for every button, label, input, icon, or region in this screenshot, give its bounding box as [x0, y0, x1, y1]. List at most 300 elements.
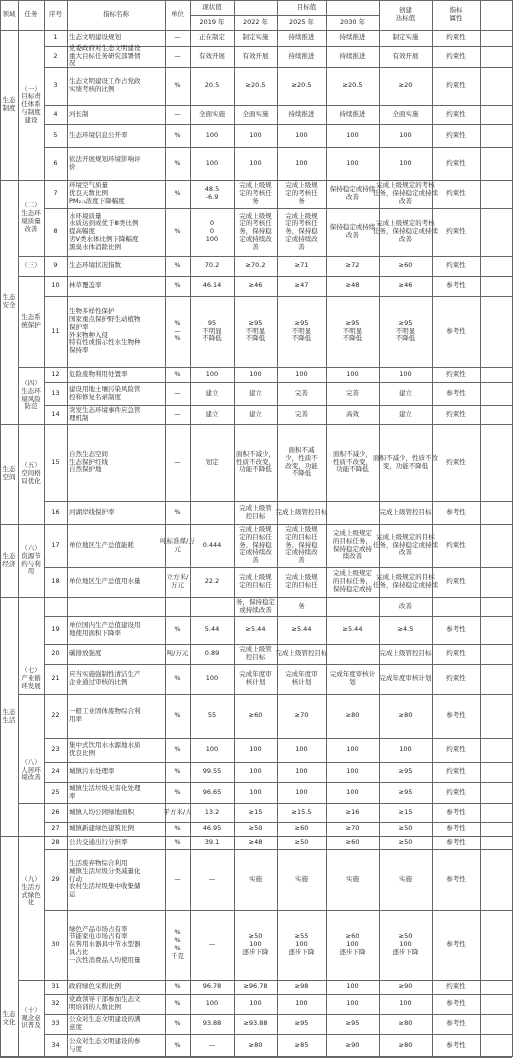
domain-cell: 生态 安全 [2, 293, 16, 309]
header-y2022: 2022 年 [242, 17, 269, 26]
row-standard: 改善 [399, 601, 412, 610]
row-standard: ≥15 [398, 807, 413, 816]
row-indicator: 单位国内生产总值建设用 地使用面积下降率 [69, 621, 141, 637]
row-no: 26 [51, 807, 60, 816]
row-attribute: 约束性 [446, 982, 466, 991]
row-target-2030: 持续推进 [339, 33, 366, 42]
task-cell: （七） 产业循 环发展 [21, 666, 41, 690]
row-target-2022: 有效开展 [242, 51, 269, 60]
row-attribute: 参考性 [446, 625, 466, 634]
row-indicator: 政府绿色采购比例 [69, 982, 121, 991]
row-target-2025: 100 [295, 999, 308, 1008]
row-standard: 完成上级规定的目标 任务，保持稳定或持续 [373, 573, 438, 589]
row-target-2025: 100 [295, 787, 308, 796]
row-standard: 完成年度审核计划 [379, 674, 432, 683]
row-indicator: 危险废物利用处置率 [69, 369, 128, 378]
row-standard: 有效开展 [392, 51, 419, 60]
row-no: 20 [51, 649, 60, 658]
row-attribute: 约束性 [446, 767, 466, 776]
row-target-2025: 完善 [295, 388, 308, 397]
row-attribute: 约束性 [446, 540, 466, 549]
row-unit: % [174, 158, 181, 167]
row-no: 31 [51, 982, 60, 991]
row-standard: ≥80 [398, 1019, 413, 1028]
row-target-2025: ≥20.5 [291, 81, 312, 90]
row-no: 19 [51, 625, 60, 634]
row-attribute: 约束性 [446, 189, 466, 198]
row-current: 0 0 100 [205, 219, 219, 243]
row-attribute: 约束性 [446, 577, 466, 586]
header-y2030: 2030 年 [339, 17, 366, 26]
row-attribute: 约束性 [446, 130, 466, 139]
row-unit: 平方米/人 [163, 807, 192, 816]
row-target-2030: 100 [346, 369, 359, 378]
row-divider [18, 694, 44, 695]
column-divider [480, 0, 481, 1057]
row-indicator: 突发生态环境事件应急管 理机制 [69, 405, 141, 422]
row-target-2022: 建立 [249, 409, 262, 418]
row-target-2030: 100 [346, 767, 359, 776]
header-task: 任务 [24, 10, 38, 19]
domain-cell: 生态 空间 [2, 465, 16, 481]
row-target-2025: 完善 [295, 409, 308, 418]
row-target-2025: 完成上级管控目标 [275, 649, 328, 658]
row-target-2022: ≥48 [248, 837, 263, 846]
row-attribute: 参考性 [446, 824, 466, 833]
row-target-2022: ≥50 100 逐步下降 [242, 932, 269, 956]
row-attribute: 约束性 [446, 227, 466, 236]
row-target-2022: 完成上级管 控目标 [239, 645, 272, 661]
row-standard: 建立 [399, 409, 412, 418]
row-current [190, 597, 234, 616]
row-unit: % [174, 227, 181, 236]
row-no: 25 [51, 787, 60, 796]
row-target-2025: ≥95 [294, 1019, 309, 1028]
row-no: 14 [51, 409, 60, 418]
row-target-2030: 完成上级规定 的目标任务， 保持稳定或持 [333, 569, 372, 593]
row-indicator: 一般工业固体废物综合利 用率 [69, 707, 141, 723]
row-target-2022: ≥95 不明显 不降低 [245, 318, 266, 343]
row-target-2022: 100 [249, 787, 262, 796]
row-current: 正在制定 [199, 33, 225, 42]
column-divider [326, 0, 327, 1057]
row-target-2030: ≥95 [345, 1019, 360, 1028]
row-no: 13 [51, 388, 60, 397]
row-target-2022: 全面实施 [242, 109, 269, 118]
row-unit: % [174, 824, 181, 833]
row-no: 24 [51, 767, 60, 776]
row-target-2025: 100 [295, 767, 308, 776]
row-target-2022: ≥5.44 [245, 625, 266, 634]
row-current: 96.78 [202, 982, 222, 991]
header-current: 现状值 [202, 2, 222, 11]
row-divider [18, 597, 44, 598]
row-unit: % [174, 674, 181, 683]
row-standard: 建立 [399, 388, 412, 397]
row-attribute: 约束性 [446, 457, 466, 466]
row-target-2022: ≥46 [248, 281, 263, 290]
row-indicator: 生态环境信息公开率 [69, 130, 128, 139]
column-divider [0, 0, 1, 1057]
row-current: 99.55 [202, 767, 222, 776]
row-unit: % [174, 130, 181, 139]
row-indicator: 城镇新建绿色建筑比例 [69, 824, 134, 833]
row-attribute: 约束性 [446, 261, 466, 270]
row-no: 32 [51, 999, 60, 1008]
row-target-2025: ≥15.5 [291, 807, 312, 816]
row-divider [0, 1056, 512, 1057]
row-indicator: 集中式饮用水水源地水质 优良比例 [69, 741, 141, 757]
row-standard: 完成上级规定的目标 任务，保持稳定或持续 改善 [373, 532, 438, 557]
task-cell: （十） 观念意 识普及 [21, 1005, 41, 1030]
task-cell: （八） 人居环 境改善 [21, 757, 41, 782]
row-standard: ≥95 [398, 767, 413, 776]
row-unit: — [174, 457, 181, 466]
row-unit: 吨标准煤/万 元 [160, 536, 195, 553]
row-attribute: 参考性 [446, 1040, 466, 1049]
row-current: 93.88 [202, 1019, 222, 1028]
row-standard: 100 [399, 130, 412, 139]
row-target-2025: 持续推进 [288, 51, 315, 60]
row-current: 46.95 [202, 824, 222, 833]
row-no: 15 [51, 457, 60, 466]
domain-cell: 生态 文化 [2, 1009, 16, 1026]
row-target-2025: 100 [295, 745, 308, 754]
row-unit: — [174, 388, 181, 397]
row-unit: % [174, 369, 181, 378]
row-attribute: 约束性 [446, 649, 466, 658]
header-no: 序号 [49, 10, 62, 19]
row-target-2022: 建立 [249, 388, 262, 397]
row-target-2025: 100 [295, 369, 308, 378]
column-divider [277, 0, 278, 1057]
row-target-2025: 完成年度审 核计划 [285, 670, 318, 686]
row-current: 有效开展 [199, 51, 225, 60]
row-current: 100 [205, 130, 219, 139]
row-target-2030: 100 [346, 999, 359, 1008]
row-no: 29 [51, 874, 60, 883]
row-target-2025: 完成上级规 定的考核任 务 [285, 181, 318, 205]
row-target-2030: 100 [346, 745, 359, 754]
row-target-2022: 完成上级规 定的考核任 务，保持稳 定或持续改 善 [239, 211, 272, 251]
row-target-2022: ≥50 [248, 824, 263, 833]
row-current: — [208, 1040, 216, 1049]
row-attribute: 参考性 [446, 940, 466, 949]
row-current: 70.2 [204, 261, 220, 270]
row-indicator: 生态文明建设工作占党政 实绩考核的比例 [69, 77, 141, 93]
column-divider [44, 0, 45, 1057]
row-current: 95 不明显 不降低 [202, 318, 222, 343]
row-target-2030: 高效 [346, 409, 359, 418]
row-indicator: 公众对生态文明建设的参 与度 [69, 1036, 141, 1053]
row-standard: 完成上级规定的考核 任务，保持稳定或持续 改善 [373, 181, 438, 205]
row-standard: ≥4.5 [397, 625, 414, 634]
row-target-2022: 实施 [249, 874, 262, 883]
header-indicator: 指标名称 [103, 10, 129, 19]
row-target-2025: 完成上级规 定的目标任 [285, 573, 318, 589]
row-current: 100 [205, 999, 219, 1008]
task-cell: （九） 生活方 式绿色 化 [21, 874, 41, 907]
row-standard: 制定实施 [392, 33, 419, 42]
row-attribute: 约束性 [446, 33, 466, 42]
row-attribute [432, 597, 480, 616]
row-target-2030: 完成年度审核计 划 [329, 670, 376, 686]
row-attribute: 约束性 [446, 369, 466, 378]
row-divider [0, 0, 512, 1]
row-current: 5.44 [204, 625, 220, 634]
row-divider [0, 30, 512, 31]
row-unit: % [174, 982, 181, 991]
row-current: 96.65 [202, 787, 222, 796]
row-target-2030: ≥5.44 [342, 625, 363, 634]
row-indicator: 应当实施强制性清洁生产 企业通过审核的比例 [69, 670, 141, 686]
row-indicator [67, 597, 165, 616]
row-target-2025: ≥98 [294, 982, 309, 991]
column-divider [67, 0, 68, 1057]
task-cell: 生态系 统保护 [21, 312, 41, 329]
row-target-2030: 保持稳定或持续 改善 [329, 185, 376, 201]
row-standard: 100 [399, 999, 412, 1008]
row-current: 100 [205, 158, 219, 167]
row-attribute: 参考性 [446, 711, 466, 720]
row-unit: % [174, 281, 181, 290]
row-target-2022: 制定实施 [242, 33, 269, 42]
row-indicator: 党委政府对生态文明建设 重大目标任务研究部署情 况 [69, 43, 141, 68]
row-target-2022: ≥96.78 [243, 982, 268, 991]
row-target-2022: 完成年度审 核计划 [239, 670, 272, 686]
domain-cell: 生态 制度 [2, 96, 16, 112]
row-indicator: 单位地区生产总值能耗 [69, 540, 134, 549]
row-current: 0.89 [204, 649, 220, 658]
row-target-2030: ≥60 100 逐步下降 [339, 932, 366, 956]
task-cell: （五） 空间格 局优化 [21, 461, 41, 485]
row-no: 23 [51, 745, 60, 754]
domain-cell: 生态 生活 [2, 707, 16, 724]
row-no: 12 [51, 369, 60, 378]
row-unit: % [174, 189, 181, 198]
row-unit: — [174, 33, 181, 42]
header-unit: 单位 [171, 10, 184, 19]
row-target-2025: 实施 [295, 874, 308, 883]
row-no: 28 [51, 837, 60, 846]
row-target-2030: 100 [346, 787, 359, 796]
row-target-2022: ≥15 [248, 807, 263, 816]
task-cell: （一） 目标责 任体系 与制度 建设 [21, 84, 41, 124]
row-no: 30 [51, 940, 60, 949]
row-no: 9 [53, 261, 58, 270]
row-indicator: 河长制 [69, 109, 89, 118]
row-target-2025: 100 [295, 130, 308, 139]
row-target-2030: ≥80 [345, 711, 360, 720]
row-target-2025: 完成上级规 定的考核任 务，保持稳 定或持续改 善 [285, 211, 318, 251]
row-target-2030 [326, 644, 379, 664]
row-unit: — [174, 109, 181, 118]
row-current: 22.2 [204, 577, 220, 586]
row-no: 2 [53, 51, 58, 60]
row-indicator: 党政领导干部参加生态文 明培训的人数比例 [69, 995, 141, 1011]
row-unit: 立方米/ 万元 [166, 573, 189, 589]
row-target-2030: 完善 [346, 388, 359, 397]
header-target: 目标值 [296, 2, 317, 11]
row-unit: 吨/万元 [166, 649, 189, 658]
row-target-2022: ≥93.88 [243, 1019, 268, 1028]
row-target-2022: 100 [249, 745, 262, 754]
row-unit: — [174, 51, 181, 60]
row-attribute: 参考性 [446, 388, 466, 397]
row-target-2030: ≥16 [345, 807, 360, 816]
row-standard: 100 [399, 158, 412, 167]
row-attribute: 约束性 [446, 674, 466, 683]
row-unit: % [174, 711, 181, 720]
row-attribute: 参考性 [446, 999, 466, 1008]
row-target-2022: 完成上级规 定的目标任 [239, 573, 272, 589]
row-current: — [208, 940, 216, 949]
row-no: 16 [51, 507, 60, 516]
row-no: 22 [51, 711, 60, 720]
row-target-2025: ≥47 [294, 281, 309, 290]
row-target-2022: ≥80 [248, 1040, 263, 1049]
row-no: 34 [51, 1040, 60, 1049]
row-no: 6 [53, 158, 58, 167]
row-attribute: 约束性 [446, 158, 466, 167]
row-attribute: 参考性 [446, 807, 466, 816]
row-attribute: 参考性 [446, 507, 466, 516]
row-target-2030: 100 [346, 982, 359, 991]
row-standard: ≥50 [398, 837, 413, 846]
row-target-2030: ≥95 不明显 不降低 [342, 318, 363, 343]
row-target-2030: 保持稳定或持续 改善 [329, 223, 376, 239]
row-target-2025: ≥55 100 逐步下降 [288, 932, 315, 956]
row-target-2030: ≥60 [345, 837, 360, 846]
row-indicator: 城镇人均公园绿地面积 [69, 807, 134, 816]
row-no [44, 597, 67, 616]
row-no: 18 [51, 577, 60, 586]
row-target-2022: 完成上级规 定的目标任 务，保持稳 定或持续改 善 [239, 525, 272, 565]
row-no: 7 [53, 189, 58, 198]
task-cell: （二） 生态环 境质量 改善 [21, 201, 41, 233]
row-standard: ≥20 [398, 81, 413, 90]
row-indicator: 绿色产品市场占有率 节能家电市场占有率 在售用水器具中节水型器 具占比 一次性消费品人均使用量 [69, 924, 141, 964]
row-unit: % [174, 745, 181, 754]
row-target-2030: 持续推进 [339, 109, 366, 118]
row-target-2030: ≥48 [345, 281, 360, 290]
row-indicator: 建设用地土壤污染风险管 控和修复名录制度 [69, 384, 141, 401]
row-target-2030: 实施 [346, 874, 359, 883]
row-indicator: 生态环境状况指数 [69, 261, 121, 270]
row-current: 划定 [205, 457, 219, 466]
row-indicator: 城镇生活垃圾无害化处理 率 [69, 783, 141, 800]
row-current: 100 [205, 745, 219, 754]
row-target-2022: 100 [249, 158, 262, 167]
row-attribute: 约束性 [446, 787, 466, 796]
row-indicator: 林草覆盖率 [69, 281, 102, 290]
row-indicator: 生态文明建设规划 [69, 33, 121, 42]
row-target-2022: ≥70.2 [245, 261, 266, 270]
row-target-2022: 面积不减少， 性质不改变， 功能不降低 [236, 449, 275, 474]
row-target-2022: 务，保持稳定 或持续改善 [236, 597, 275, 614]
row-standard: ≥95 不明显 不降低 [395, 318, 416, 343]
row-standard: ≥50 100 逐步下降 [392, 932, 419, 956]
row-target-2025: 持续推进 [288, 33, 315, 42]
header-attribute: 指标 属性 [449, 6, 463, 22]
row-unit [165, 597, 190, 616]
row-target-2022: 完成上级规 定的考核任 务 [239, 181, 272, 205]
row-standard: 完成上级管控目标 [379, 507, 432, 516]
row-target-2025: 面积不减 少，性质不 改变，功能 不降低 [285, 445, 318, 478]
row-target-2025: 完成上级管控目标 [275, 507, 328, 516]
task-cell: （四） 生态环 境风险 防范 [21, 378, 41, 411]
row-current: 100 [205, 674, 219, 683]
row-no: 1 [53, 33, 58, 42]
domain-cell: 生态 经济 [2, 551, 16, 568]
row-indicator: 环境空气质量 优良天数比例 PM₂.₅浓度下降幅度 [69, 181, 125, 205]
row-indicator: 河湖岸线保护率 [69, 507, 115, 516]
row-unit: — [174, 409, 181, 418]
row-unit: % % % 千克 [171, 928, 184, 960]
row-unit: — [174, 874, 181, 883]
header-y2025: 2025 年 [288, 17, 315, 26]
row-unit: % — % [174, 318, 181, 343]
column-divider [18, 0, 19, 1057]
row-target-2025: ≥50 [294, 837, 309, 846]
row-current: — [208, 874, 216, 883]
row-target-2022: 100 [249, 767, 262, 776]
row-standard: ≥80 [398, 711, 413, 720]
row-target-2025: 完成上级规 定的目标任 务，保持稳 定或持续改 善 [285, 525, 318, 565]
row-current: 100 [205, 369, 219, 378]
row-target-2030: ≥90 [345, 1040, 360, 1049]
row-indicator: 公共交通出行分担率 [69, 837, 128, 846]
row-target-2022: 完成上级管 控目标 [239, 503, 272, 520]
row-indicator: 自然生态空间 生态保护红线 自然保护地 [69, 449, 108, 474]
row-standard: ≥46 [398, 281, 413, 290]
row-no: 5 [53, 130, 58, 139]
row-target-2030: ≥72 [345, 261, 360, 270]
row-target-2025: ≥71 [294, 261, 309, 270]
row-unit: % [174, 1019, 181, 1028]
row-target-2030: 完成上级规定 的目标任务， 保持稳定或持 续改善 [333, 528, 372, 561]
row-current: 建立 [205, 409, 219, 418]
row-unit: % [174, 837, 181, 846]
row-attribute: 约束性 [446, 409, 466, 418]
row-attribute: 参考性 [446, 1019, 466, 1028]
row-standard: ≥90 [398, 982, 413, 991]
row-attribute: 参考性 [446, 837, 466, 846]
column-divider [432, 0, 433, 1057]
row-standard: 完成上级管控目标 [379, 649, 432, 658]
row-standard: 面积不减少，性质不改 变，功能不降低 [373, 453, 438, 470]
row-current: 39.1 [204, 837, 220, 846]
row-standard: ≥60 [398, 261, 413, 270]
row-attribute: 约束性 [446, 51, 466, 60]
row-target-2030: 100 [346, 130, 359, 139]
row-current: 全面实施 [199, 109, 225, 118]
header-standard: 创建 达标值 [395, 6, 416, 22]
row-target-2025: ≥5.44 [291, 625, 312, 634]
row-unit: % [174, 625, 181, 634]
row-no: 33 [51, 1019, 60, 1028]
row-current: 48.5 -6.9 [204, 185, 220, 201]
row-divider [190, 15, 379, 16]
row-attribute: 约束性 [446, 109, 466, 118]
row-unit: % [174, 507, 181, 516]
row-attribute: 参考性 [446, 281, 466, 290]
row-indicator: 生物多样性保护 国家重点保护野生动植物 保护率 外来物种入侵 特有性或指示性水生物种 保持率 [69, 307, 141, 355]
row-standard: 100 [399, 745, 412, 754]
row-standard: ≥80 [398, 1040, 413, 1049]
row-target-2022: 100 [249, 999, 262, 1008]
row-attribute: 约束性 [446, 81, 466, 90]
